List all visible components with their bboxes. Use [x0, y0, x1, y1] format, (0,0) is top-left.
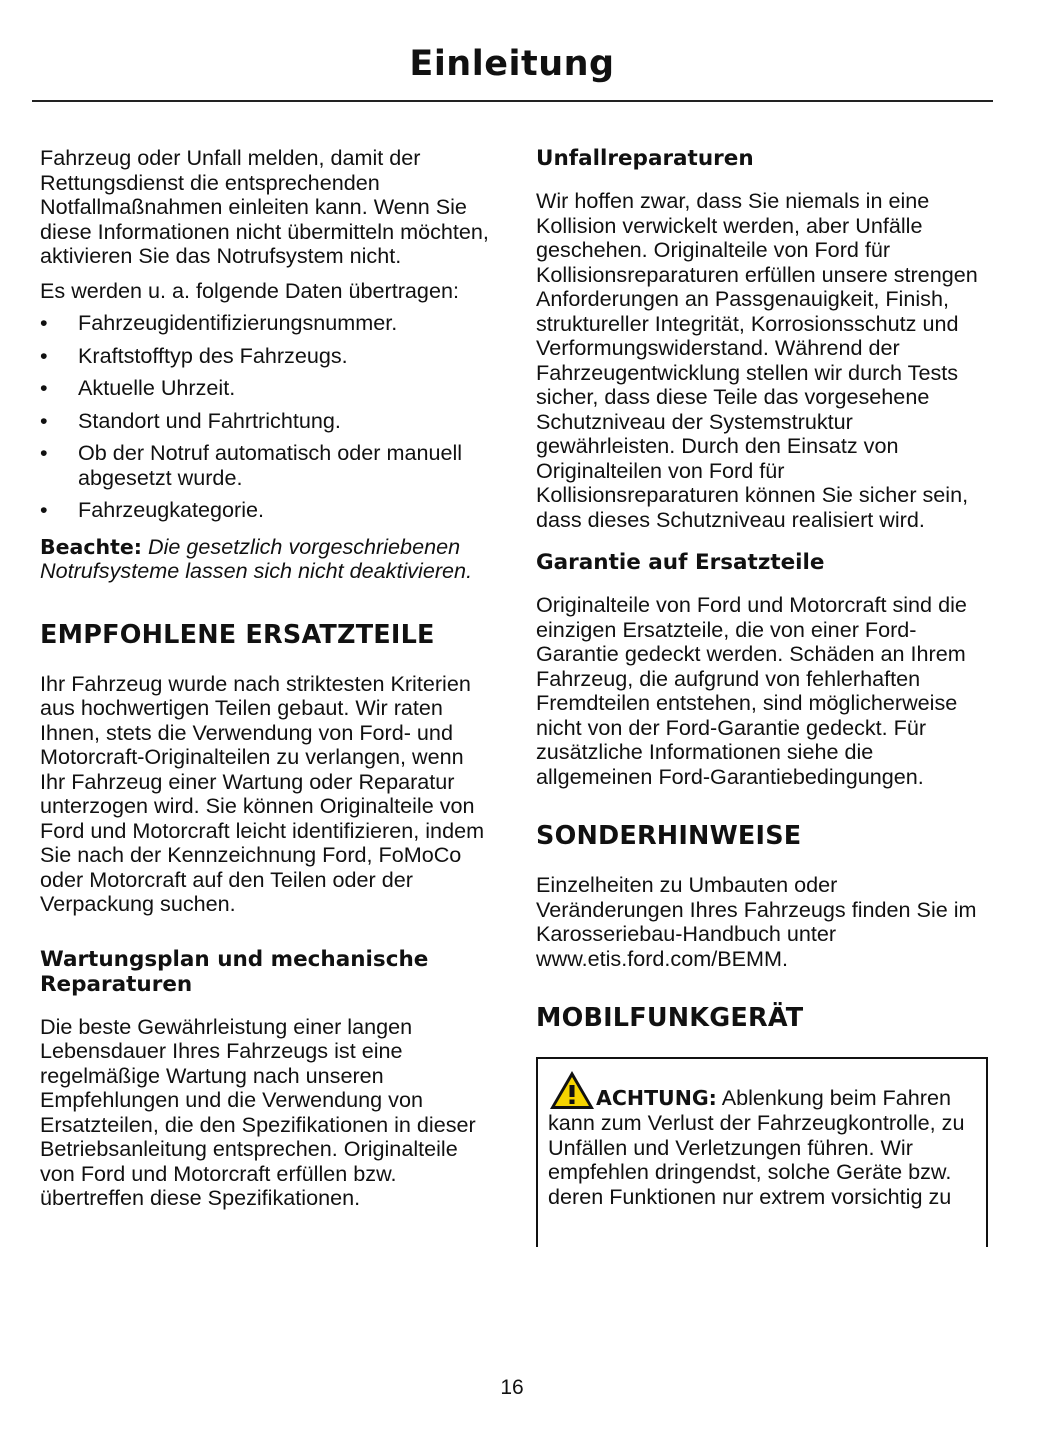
data-intro: Es werden u. a. folgende Daten übertragen: [40, 277, 459, 303]
bullet-glyph: • [40, 310, 48, 335]
subheading-unfallreparaturen: Unfallreparaturen [536, 146, 754, 171]
warning-box [536, 1057, 988, 1247]
bullet-glyph: • [40, 375, 48, 400]
page-title: Einleitung [409, 44, 615, 84]
warning-paragraph [548, 1069, 976, 1209]
list-item: • Standort und Fahrtrichtung. [40, 407, 341, 433]
ersatzteile-paragraph: Ihr Fahrzeug wurde nach striktesten Kriterien aus hochwertigen Teilen gebaut. Wir raten Ihnen, stets die Verwendung von Ford- und Motorcraft-Originalteilen zu verlangen, wenn Ihr Fahrzeug einer Wartung oder Reparatur unterzogen wird. Sie können Originalteile von Ford und Motorcraft leicht identifizieren, indem Sie nach der Kennzeichnung Ford, FoMoCo oder Motorcraft auf den Teilen oder der Verpackung suchen. [40, 670, 485, 916]
note-label: Beachte: [40, 534, 143, 559]
note-text: Die gesetzlich vorgeschriebenen Notrufsysteme lassen sich nicht deaktivieren. [40, 533, 473, 583]
right-column [536, 146, 988, 1247]
bullet-glyph: • [40, 497, 48, 522]
warning-triangle-icon [548, 1069, 596, 1111]
list-item: • Kraftstofftyp des Fahrzeugs. [40, 342, 348, 368]
warning-label: ACHTUNG: [596, 1086, 717, 1110]
data-list [40, 311, 492, 523]
title-divider [32, 100, 993, 102]
unfallreparaturen-paragraph: Wir hoffen zwar, dass Sie niemals in eine Kollision verwickelt werden, aber Unfälle geschehen. Originalteile von Ford für Kollisionsreparaturen erfüllen unsere strengen Anforderungen an Passgenauigkeit, Finish, struktureller Integrität, Korrosionsschutz und Verformungswiderstand. Während der Fahrzeugentwicklung stellen wir durch Tests sicher, dass diese Teile das vorgesehene Schutzniveau der Systemstruktur gewährleisten. Durch den Einsatz von Originalteilen von Ford für Kollisionsreparaturen können Sie sicher sein, dass dieses Schutzniveau realisiert wird. [536, 188, 978, 532]
subheading-garantie: Garantie auf Ersatzteile [536, 550, 825, 575]
subheading-wartungsplan: Wartungsplan und mechanische Reparaturen [40, 946, 429, 997]
wartungsplan-paragraph: Die beste Gewährleistung einer langen Lebensdauer Ihres Fahrzeugs ist eine regelmäßige Wartung nach unseren Empfehlungen und die Verwendung von Ersatzteilen, die den Spezifikationen in dieser Betriebsanleitung entsprechen. Originalteile von Ford und Motorcraft erfüllen bzw. übertreffen diese Spezifikationen. [40, 1013, 476, 1210]
intro-paragraph: Fahrzeug oder Unfall melden, damit der Rettungsdienst die entsprechenden Notfallmaßnahmen einleiten kann. Wenn Sie diese Informationen nicht übermitteln möchten, aktivieren Sie das Notrufsystem nicht. [40, 145, 489, 268]
left-column [40, 146, 492, 1211]
garantie-paragraph: Originalteile von Ford und Motorcraft sind die einzigen Ersatzteile, die von einer Ford-Garantie gedeckt werden. Schäden an Ihrem Fahrzeug, die aufgrund von fehlerhaften Fremdteilen entstehen, sind möglicherweise nicht von der Ford-Garantie gedeckt. Für zusätzliche Informationen siehe die allgemeinen Ford-Garantiebedingungen. [536, 592, 967, 789]
bullet-glyph: • [40, 440, 48, 465]
page-number: 16 [500, 1376, 524, 1399]
section-heading-sonderhinweise: SONDERHINWEISE [536, 821, 802, 851]
bullet-glyph: • [40, 407, 48, 433]
warning-text: Ablenkung beim Fahren kann zum Verlust der Fahrzeugkontrolle, zu Unfällen und Verletzungen führen. Wir empfehlen dringendst, solche Geräte bzw. deren Funktionen nur extrem vorsichtig zu [548, 1085, 965, 1209]
list-item: • Aktuelle Uhrzeit. [40, 375, 236, 400]
list-item: • Fahrzeugidentifizierungsnummer. [40, 310, 398, 335]
bullet-glyph: • [40, 342, 48, 368]
list-item: • Fahrzeugkategorie. [40, 497, 265, 522]
sonderhinweise-paragraph: Einzelheiten zu Umbauten oder Veränderungen Ihres Fahrzeugs finden Sie im Karosseriebau-Handbuch unter www.etis.ford.com/BEMM. [536, 872, 977, 971]
list-item: • Ob der Notruf automatisch oder manuell abgesetzt wurde. [40, 440, 463, 490]
section-heading-ersatzteile: EMPFOHLENE ERSATZTEILE [40, 619, 435, 650]
note-paragraph [40, 535, 492, 584]
section-heading-mobilfunkgeraet: MOBILFUNKGERÄT [536, 1003, 804, 1033]
